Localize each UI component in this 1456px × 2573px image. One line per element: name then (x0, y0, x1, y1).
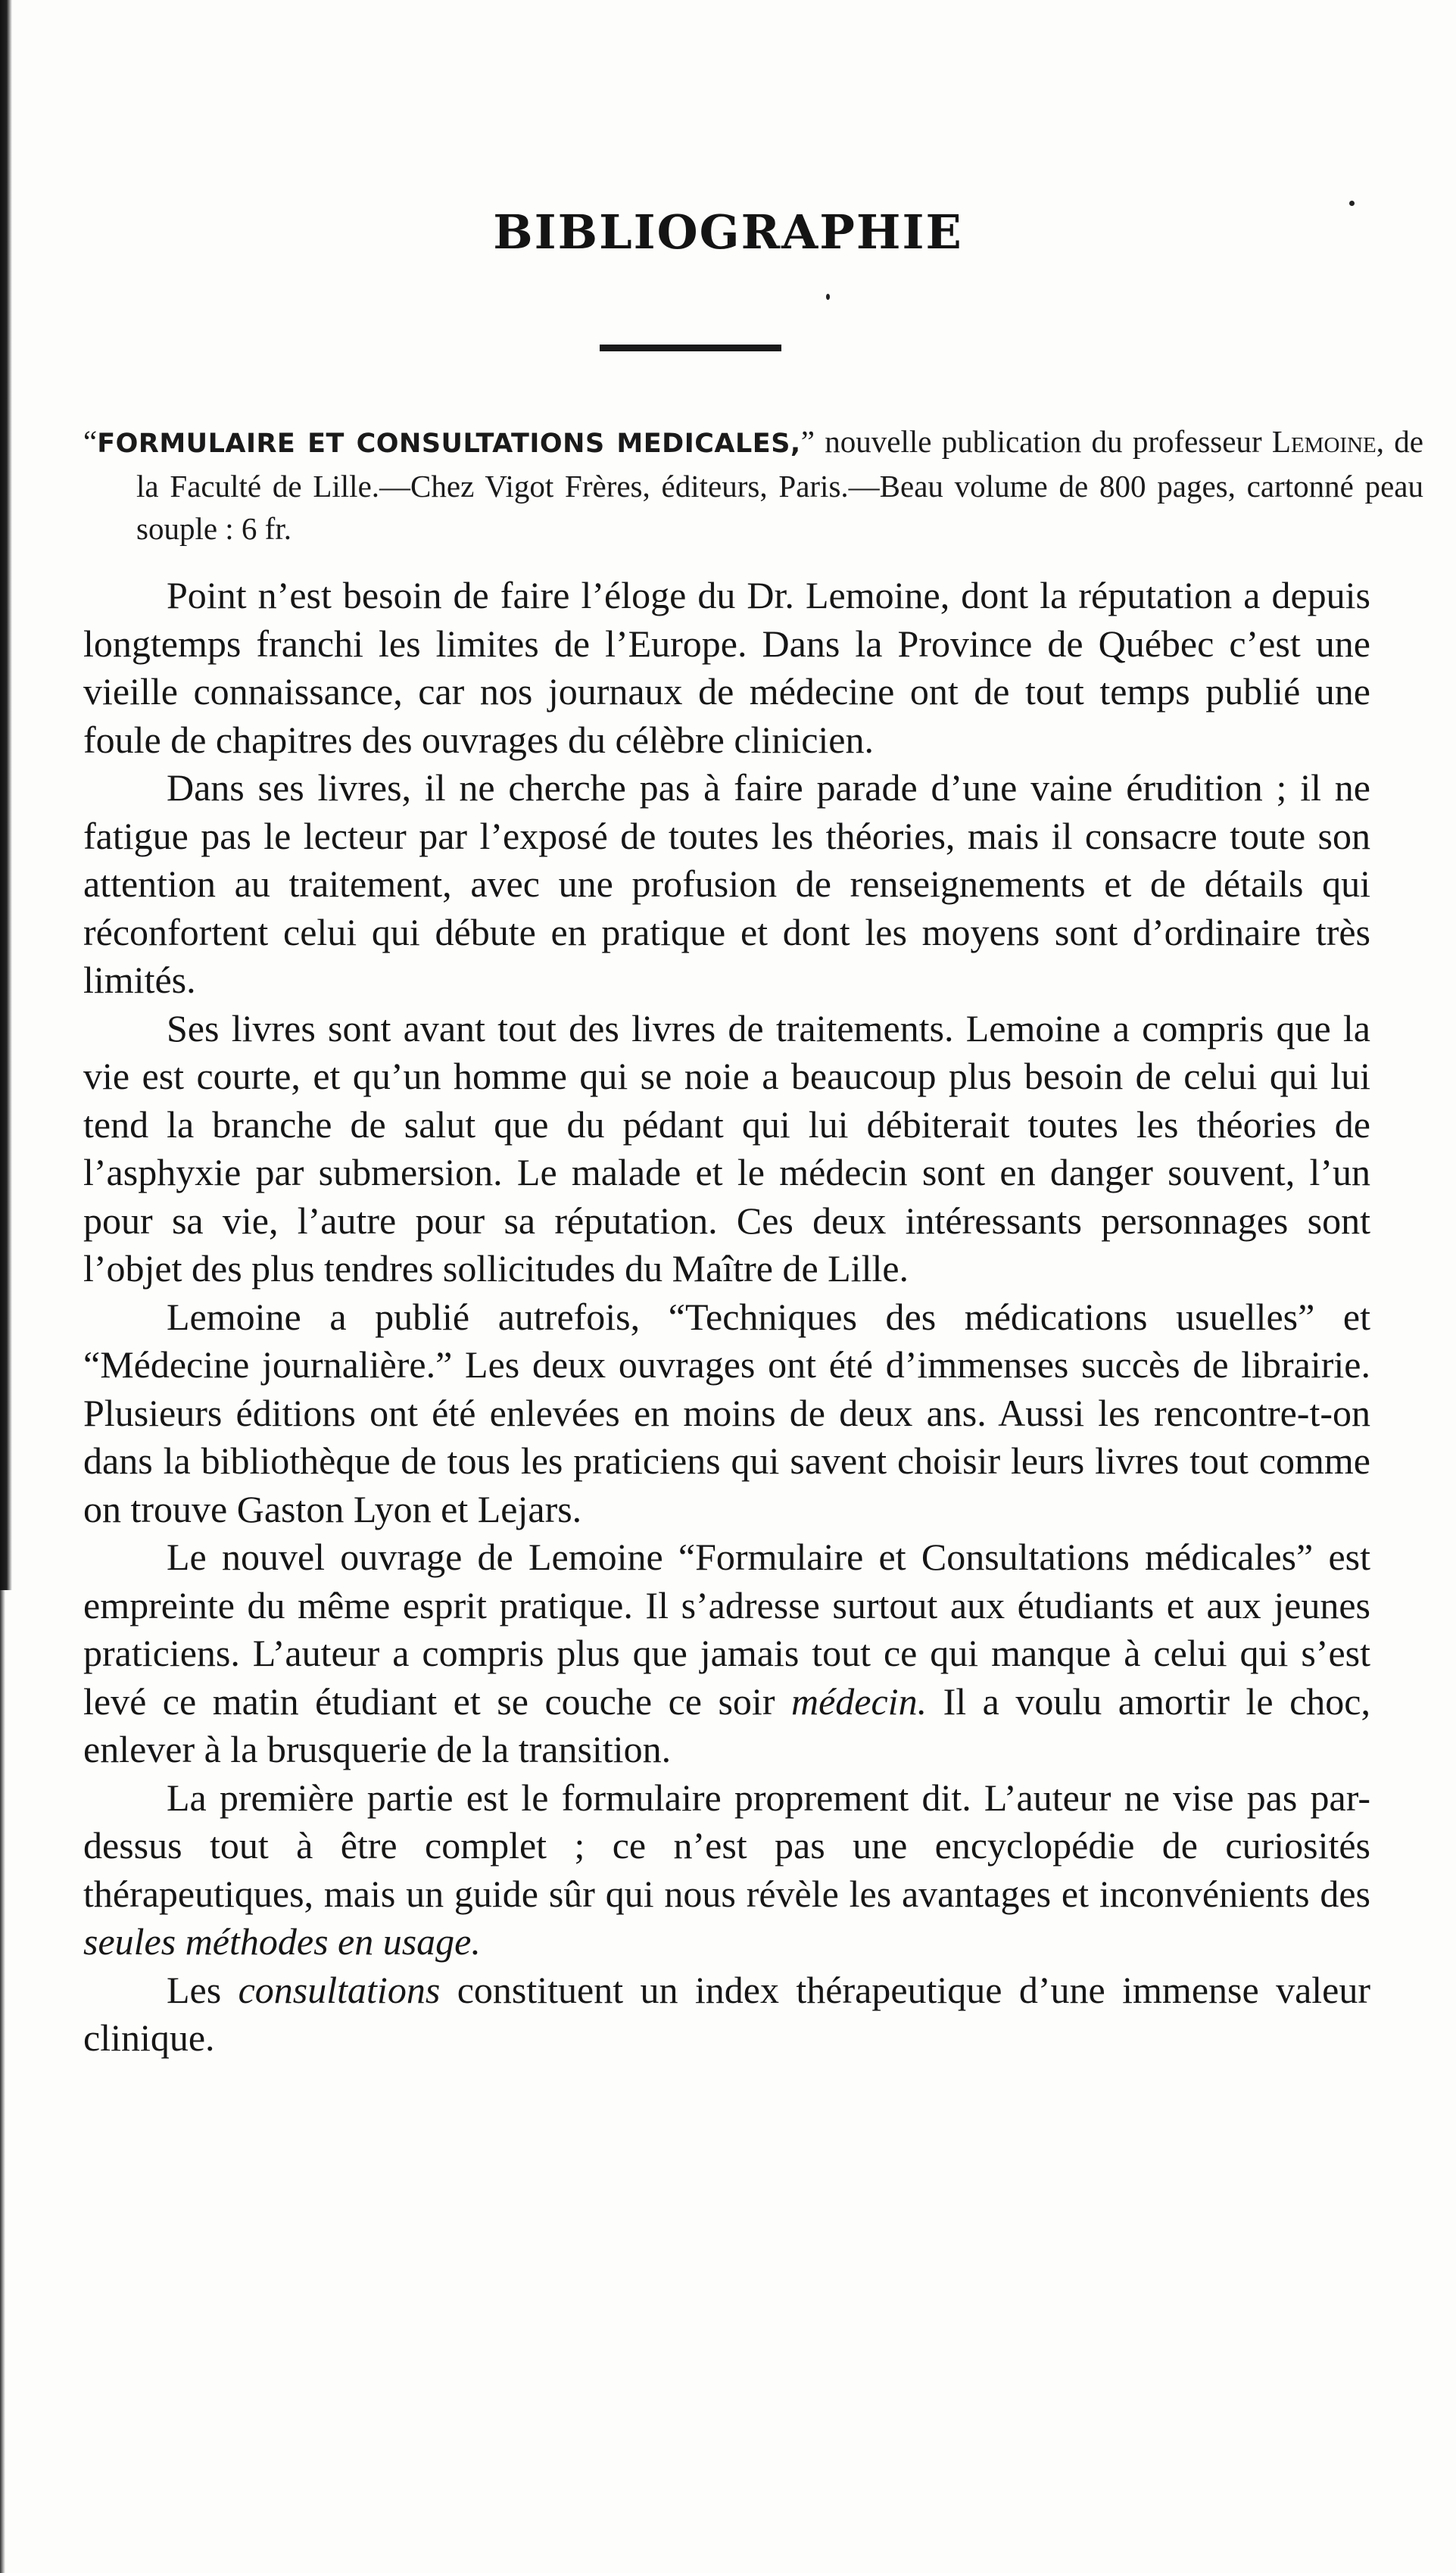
title-rule (600, 345, 781, 351)
paragraph-1: Point n’est besoin de faire l’éloge du Dr. Lemoine, dont la réputation a depuis longtemps franchi les limites de l’Europe. Dans la Province de Québec c’est une vieille connaissance, car nos journaux de médecine ont de tout temps publié une foule de chapitres des ouvrages du célèbre clinicien. (83, 574, 1370, 761)
page-title: BIBLIOGRAPHIE (493, 204, 963, 260)
ref-author: Lemoine (1271, 424, 1376, 459)
paragraph-6-emphasis: seules méthodes en usage. (83, 1920, 481, 1963)
paragraph-2: Dans ses livres, il ne cherche pas à faire parade d’une vaine érudition ; il ne fatigue pas le lecteur par l’exposé de toutes les théories, mais il consacre toute son attention au traitement, avec une profusion de renseignements et de détails qui réconfortent celui qui débute en pratique et dont les moyens sont d’ordinaire très limités. (83, 766, 1370, 1001)
paragraph-5-text-a: Le nouvel ouvrage de Lemoine “Formulaire et Consultations médicales” est empreinte du même esprit pratique. Il s’adresse surtout aux étudiants et aux jeunes praticiens. L’auteur a compris plus que jamais tout ce qui manque à celui qui s’est levé ce matin étudiant et se couche ce soir (83, 1536, 1370, 1723)
ref-open-quote: “ (83, 424, 98, 459)
paragraph-5-text-b: Il a voulu amortir le choc, enlever à la brusquerie de la transition. (83, 1679, 1370, 1770)
paragraph-6 (83, 1774, 1370, 1966)
paragraph-5 (83, 1533, 1370, 1774)
paragraph-7 (83, 1966, 1370, 2063)
bibliographic-reference (83, 420, 1423, 550)
paragraph-7-text-b: constituent un index thérapeutique d’une immense valeur clinique. (83, 1968, 1371, 2059)
paragraph-6-text-a: La première partie est le formulaire proprement dit. L’auteur ne vise pas par-dessus tout à être complet ; ce n’est pas une encyclopédie de curiosités thérapeutiques, mais un guide sûr qui nous révèle les avantages et inconvénients des (83, 1776, 1370, 1915)
paragraph-7-text-a: Les (167, 1968, 239, 2011)
ref-text-b: , de la Faculté de Lille.—Chez Vigot Frères, éditeurs, Paris.—Beau volume de 800 pages, cartonné peau souple : 6 fr. (136, 424, 1423, 546)
review-body (83, 572, 1370, 2063)
paragraph-3: Ses livres sont avant tout des livres de traitements. Lemoine a compris que la vie est courte, et qu’un homme qui se noie a beaucoup plus besoin de celui qui lui tend la branche de salut que du pédant qui lui débiterait toutes les théories de l’asphyxie par submersion. Le malade et le médecin sont en danger souvent, l’un pour sa vie, l’autre pour sa réputation. Ces deux intéressants personnages sont l’objet des plus tendres sollicitudes du Maître de Lille. (83, 1006, 1370, 1290)
paragraph-7-emphasis: consultations (238, 1968, 441, 2011)
scan-speck (826, 294, 830, 300)
ref-close-quote: ” (800, 424, 815, 459)
reviewed-work-title: FORMULAIRE ET CONSULTATIONS MEDICALES, (97, 429, 801, 459)
paragraph-4: Lemoine a publié autrefois, “Techniques des médications usuelles” et “Médecine journalière.” Les deux ouvrages ont été d’immenses succès de librairie. Plusieurs éditions ont été enlevées en moins de deux ans. Aussi les rencontre-t-on dans la bibliothèque de tous les praticiens qui savent choisir leurs livres tout comme on trouve Gaston Lyon et Lejars. (83, 1295, 1370, 1530)
ref-text-a: nouvelle publication du professeur (814, 424, 1272, 459)
paragraph-5-emphasis: médecin. (791, 1679, 928, 1723)
binding-shadow-lower (0, 1590, 5, 2573)
